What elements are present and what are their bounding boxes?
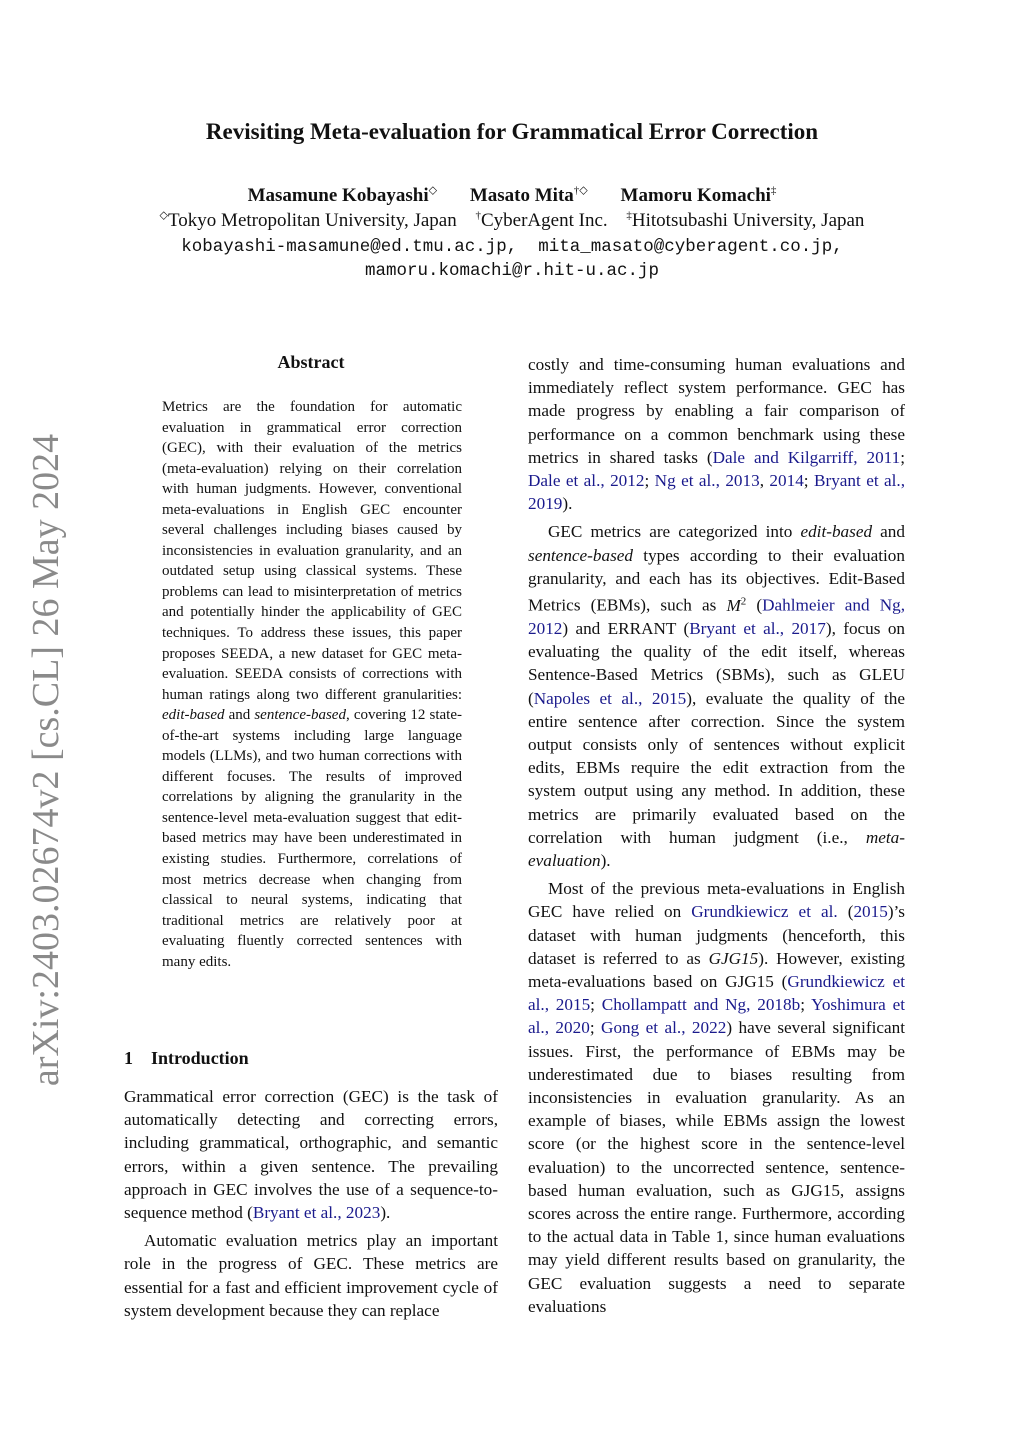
paragraph: Most of the previous meta-evaluations in English GEC have relied on Grundkiewicz et al. (2015)’s dataset with human judgments (henceforth, this dataset is referred to as GJG15). However, existing meta-evaluations based on GJG15 (Grundkiewicz et al., 2015; Chollampatt and Ng, 2018b; Yoshimura et al., 2020; Gong et al., 2022) have several significant issues. First, the performance of EBMs may be underestimated due to biases resulting from inconsistencies in evaluation granularity. As an example of biases, while EBMs assign the lowest score (or the highest score in the sentence-level evaluation) to the uncorrected sentence, sentence-based human evaluation, such as GJG15, assigns scores across the entire range. Furthermore, according to the actual data in Table 1, since human evaluations may yield different results based on granularity, the GEC evaluation suggests a need to separate evaluations: [528, 879, 906, 1316]
citation-link[interactable]: Dahlmeier and Ng, 2012: [528, 595, 905, 638]
citation-link[interactable]: Dale and Kilgarriff, 2011: [712, 447, 901, 467]
citation-link[interactable]: Ng et al., 2013: [654, 471, 760, 491]
citation-link[interactable]: Bryant et al., 2023: [252, 1203, 381, 1223]
abstract-heading: Abstract: [277, 352, 345, 372]
citation-link[interactable]: Gong et al., 2022: [601, 1018, 727, 1038]
affiliation: †CyberAgent Inc.: [475, 210, 608, 232]
abstract-body: Metrics are the foundation for automatic evaluation in grammatical error correction (GEC), with their evaluation of the metrics (meta-evaluation) relying on their correlation with human judgments. However, conventional meta-evaluations in English GEC encounter several challenges including biases caused by inconsistencies in evaluation granularity, and an outdated setup using classical systems. These problems can lead to misinterpretation of metrics and potentially hinder the applicability of GEC techniques. To address these issues, this paper proposes SEEDA, a new dataset for GEC meta-evaluation. SEEDA consists of corrections with human ratings along two different granularities: edit-based and sentence-based, covering 12 state-of-the-art systems including large language models (LLMs), and two human corrections with different focuses. The results of improved correlations by aligning the granularity in the sentence-level meta-evaluation suggest that edit-based metrics may have been underestimated in existing studies. Furthermore, correlations of most metrics decrease when changing from classical to neural systems, indicating that traditional metrics are relatively poor at evaluating fluently corrected sentences with many edits.: [162, 399, 462, 970]
author: Mamoru Komachi‡: [620, 185, 777, 207]
author: Masato Mita†◇: [469, 185, 588, 207]
paper-title: Revisiting Meta-evaluation for Grammatical Error Correction: [205, 119, 819, 144]
math-symbol: $M^2$: [726, 595, 747, 615]
paragraph: costly and time-consuming human evaluations and immediately reflect system performance. GEC has made progress by enabling a fair comparison of performance on a common benchmark using these metrics in shared tasks (Dale and Kilgarriff, 2011; Dale et al., 2012; Ng et al., 2013, 2014; Bryant et al., 2019).: [528, 355, 906, 514]
citation-link[interactable]: Chollampatt and Ng, 2018b: [601, 995, 801, 1015]
citation-link[interactable]: Yoshimura et al., 2020: [528, 995, 905, 1038]
citation-link[interactable]: Grundkiewicz et al., 2015: [528, 972, 906, 1015]
email-line: kobayashi-masamune@ed.tmu.ac.jp, mita_masato@cyberagent.co.jp,: [181, 237, 843, 257]
right-column: [528, 353, 905, 1323]
arxiv-id: arXiv:2403.02674v2 [cs.CL] 26 May 2024: [25, 433, 68, 1087]
email-line: mamoru.komachi@r.hit-u.ac.jp: [364, 261, 660, 281]
left-column: [124, 1085, 498, 1327]
citation-link[interactable]: Grundkiewicz et al.: [691, 902, 838, 922]
citation-link[interactable]: Bryant et al., 2019: [528, 471, 906, 514]
arxiv-stamp: [14, 433, 78, 1087]
citation-link[interactable]: 2014: [769, 471, 804, 491]
section-heading-introduction: 1 Introduction: [124, 1048, 249, 1068]
author: Masamune Kobayashi◇: [247, 185, 438, 207]
citation-link[interactable]: 2015: [853, 902, 888, 922]
citation-link[interactable]: Bryant et al., 2017: [689, 618, 826, 638]
paragraph: GEC metrics are categorized into edit-based and sentence-based types according to their evaluation granularity, and each has its objectives. Edit-Based Metrics (EBMs), such as $M^2$ (Dahlmeier and Ng, 2012) and ERRANT (Bryant et al., 2017), focus on evaluating the quality of the edit itself, whereas Sentence-Based Metrics (SBMs), such as GLEU (Napoles et al., 2015), evaluate the quality of the entire sentence after correction. Since the system output consists only of sentences without explicit edits, EBMs require the edit extraction from the system output using any method. In addition, these metrics are primarily evaluated based on the correlation with human judgment (i.e., meta-evaluation).: [528, 522, 906, 870]
affiliation-list: [0, 209, 1024, 232]
paragraph: Grammatical error correction (GEC) is the task of automatically detecting and correcting errors, including grammatical, orthographic, and semantic errors, within a given sentence. The prevailing approach in GEC involves the use of a sequence-to-sequence method (Bryant et al., 2023).: [124, 1087, 498, 1223]
affiliation: ‡Hitotsubashi University, Japan: [626, 210, 865, 232]
citation-link[interactable]: Napoles et al., 2015: [533, 688, 687, 708]
email-list: [0, 235, 1024, 283]
author-list: [0, 184, 1024, 207]
paragraph: Automatic evaluation metrics play an important role in the progress of GEC. These metrics are essential for a fast and efficient improvement cycle of system development because they can replace: [124, 1231, 498, 1320]
citation-link[interactable]: Dale et al., 2012: [528, 471, 645, 491]
affiliation: ◇Tokyo Metropolitan University, Japan: [159, 210, 457, 232]
